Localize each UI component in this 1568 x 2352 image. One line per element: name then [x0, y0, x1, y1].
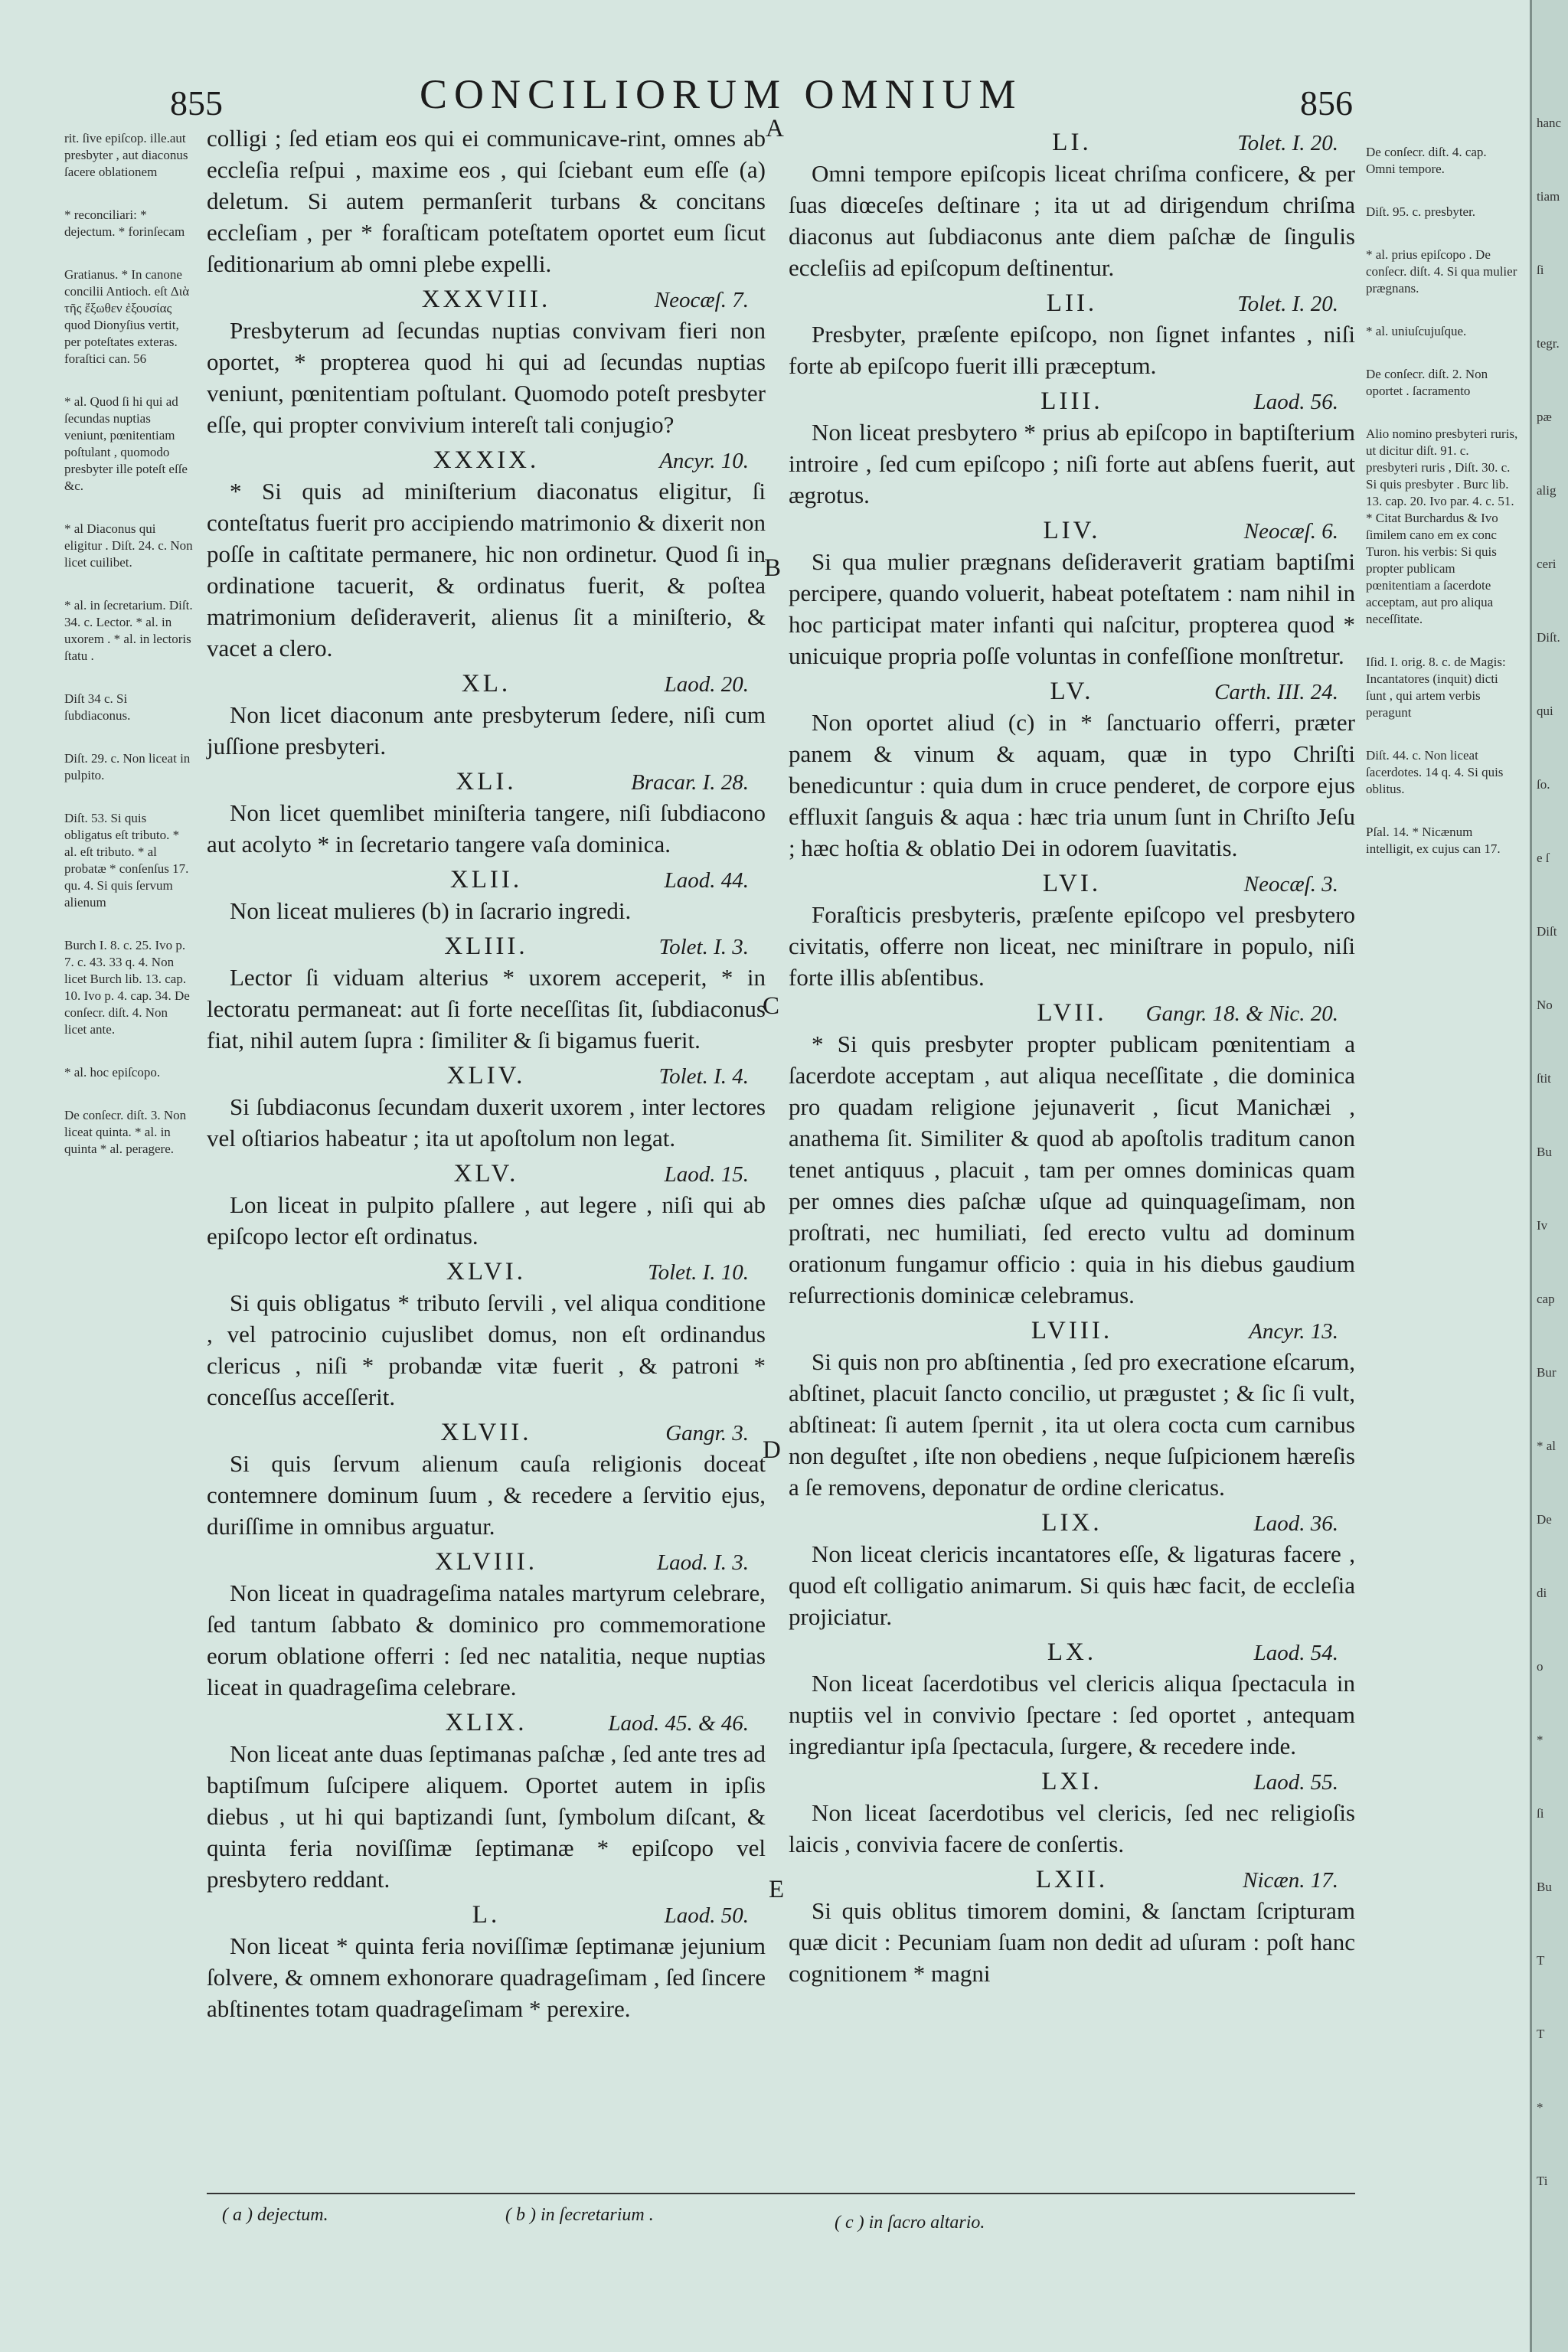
canon-heading	[207, 1158, 766, 1189]
canon-entry	[207, 1060, 766, 1154]
canon-text: Si quis non pro abſtinentia , ſed pro execratione eſcarum, abſtinet, placuit ſancto concilio, ut prægustet ; & ſic ſi vult, abſtineat: ſi autem ſpernit , ita ut olera cocta cum carnibus non deguſtet , iſte non obediens , neque ſuſpicionem hæreſis a ſe removens, deponatur de ordine clericatus.	[789, 1348, 1355, 1501]
canon-entry	[207, 1256, 766, 1413]
canon-text: Non liceat mulieres (b) in ſacrario ingredi.	[230, 897, 632, 924]
margin-note: Diſt. 29. c. Non liceat in pulpito.	[64, 751, 191, 782]
canon-number: XLIV.	[446, 1062, 526, 1089]
edge-text-fragment: alig	[1537, 483, 1557, 498]
canon-entry	[207, 931, 766, 1056]
canon-number: LVII.	[1037, 999, 1107, 1027]
margin-note: Diſt. 53. Si quis obligatus eſt tributo. * al. eſt tributo. * al probatæ * conſenſus 17. qu. 4. Si quis ſervum alienum	[64, 811, 189, 910]
page-number-right: 856	[1300, 83, 1353, 122]
margin-note: Alio nomino presbyteri ruris, ut dicitur diſt. 91. c. presbyteri ruris , Diſt. 30. c. Si quis presbyter . Burc lib. 13. cap. 20. Ivo par. 4. c. 51. * Citat Burchardus & Ivo ſimilem cano em ex conc Turon. his verbis: Si quis propter publicam pœnitentiam a ſacerdote acceptam, aut pro aliqua neceſſitate.	[1366, 426, 1518, 626]
canon-entry	[207, 668, 766, 762]
canon-source: Tolet. I. 10.	[648, 1260, 749, 1285]
canon-text: Non liceat in quadrageſima natales martyrum celebrare, ſed tantum ſabbato & dominico pro commemoratione eorum oblatione offerri : ſed nec natalitia, neque nuptias liceat in quadrageſima celebrare.	[207, 1579, 766, 1700]
canon-heading	[207, 1547, 766, 1577]
canon-text: Non liceat ante duas ſeptimanas paſchæ , ſed ante tres ad baptiſmum ſuſcipere aliquem. Oportet autem in ipſis diebus , ut hi qui baptizandi ſunt, ſymbolum diſcant, & quinta feria noviſſimæ ſeptimanæ * epiſcopo vel presbytero reddant.	[207, 1740, 766, 1893]
canon-heading	[207, 1060, 766, 1091]
canon-source: Tolet. I. 4.	[658, 1064, 749, 1089]
margin-note: * al. in ſecretarium. Diſt. 34. c. Lector. * al. in uxorem . * al. in lectoris ſtatu .	[64, 598, 193, 663]
edge-text-fragment: * al	[1537, 1439, 1557, 1453]
canon-text: * Si quis presbyter propter publicam pœnitentiam a ſacerdote acceptam , aut aliqua neceſſitate , die dominica pro quadam religione jejunaverit , ſicut Manichæi , anathema ſit. Similiter & quod ab apoſtolis traditum canon tenet antiquus , placuit , tam per omnes dominicas quam per omnes dies paſchæ uſque ad quinquageſimam, non proſtrati, nec humiliati, ſed erecto vultu ad dominum orationum fungamur officio : quia in his diebus gaudium reſurrectionis dominicæ celebramus.	[789, 1031, 1355, 1308]
margin-note: Pſal. 14. * Nicænum intelligit, ex cujus can 17.	[1366, 825, 1501, 856]
canon-text: Presbyter, præſente epiſcopo, non ſignet infantes , niſi forte ab epiſcopo fuerit illi præceptum.	[789, 321, 1355, 379]
edge-text-fragment: e ſ	[1537, 851, 1550, 865]
edge-text-fragment: Bu	[1537, 1145, 1552, 1159]
canon-number: LIV.	[1043, 517, 1101, 544]
section-letter-d: D	[763, 1436, 781, 1464]
canon-text: Non liceat * quinta feria noviſſimæ ſeptimanæ jejunium ſolvere, & omnem exhonorare quadrageſimam , ſed ſincere abſtinentes totam quadrageſimam * perexire.	[207, 1932, 766, 2022]
canon-source: Bracar. I. 28.	[631, 770, 749, 795]
canon-heading	[789, 1315, 1355, 1346]
edge-text-fragment: cap	[1537, 1292, 1555, 1306]
edge-text-fragment: ſo.	[1537, 777, 1550, 792]
edge-text-fragment: pæ	[1537, 410, 1552, 424]
edge-text-fragment: Bur	[1537, 1365, 1557, 1380]
canon-entry	[789, 1864, 1355, 1989]
canon-number: XLI.	[456, 768, 517, 795]
canon-text: Si ſubdiaconus ſecundam duxerit uxorem , inter lectores vel oſtiarios habeatur ; ita ut apoſtolum non legat.	[207, 1093, 766, 1152]
canon-number: LI.	[1052, 129, 1092, 156]
margin-note: * reconciliari: * dejectum. * forinſecam	[64, 207, 185, 239]
margin-note: De conſecr. diſt. 4. cap. Omni tempore.	[1366, 145, 1487, 176]
canon-entry	[789, 1637, 1355, 1762]
canon-source: Ancyr. 10.	[659, 449, 749, 473]
edge-text-fragment: ſi	[1537, 1806, 1544, 1821]
canon-number: LIII.	[1040, 387, 1103, 415]
canon-source: Laod. 55.	[1253, 1770, 1338, 1795]
canon-entry	[207, 284, 766, 440]
margin-note: Diſt 34 c. Si ſubdiaconus.	[64, 691, 131, 723]
canon-text: Non licet diaconum ante presbyterum ſedere, niſi cum juſſione presbyteri.	[207, 701, 766, 760]
canon-number: LIX.	[1041, 1509, 1102, 1537]
canon-source: Laod. 56.	[1253, 390, 1338, 414]
canon-number: XL.	[461, 670, 511, 697]
section-letter-a: A	[766, 115, 784, 142]
canon-number: XXXIX.	[433, 446, 540, 474]
canon-text: Si qua mulier prægnans deſideraverit gratiam baptiſmi percipere, quando voluerit, habeat poteſtatem : nam nihil in hoc participat mater infanti qui naſcitur, propterea quod * unicuique propria poſſe voluntas in confeſſione monſtretur.	[789, 548, 1355, 669]
page-header	[0, 63, 1530, 124]
canon-number: L.	[472, 1901, 501, 1929]
canon-number: XLII.	[449, 866, 523, 893]
canon-source: Nicæn. 17.	[1243, 1868, 1338, 1893]
next-page-edge	[1530, 0, 1568, 2352]
canon-heading	[789, 1766, 1355, 1797]
canon-source: Gangr. 3.	[665, 1421, 749, 1446]
edge-text-fragment: ſtit	[1537, 1071, 1551, 1086]
canon-source: Laod. 50.	[664, 1903, 749, 1928]
margin-note: Diſt. 44. c. Non liceat ſacerdotes. 14 q. 4. Si quis oblitus.	[1366, 748, 1504, 796]
canon-source: Laod. 44.	[664, 868, 749, 893]
canon-heading	[207, 864, 766, 895]
margin-note: Diſt. 95. c. presbyter.	[1366, 204, 1476, 219]
canon-source: Neocæſ. 7.	[654, 288, 749, 312]
canon-number: XLIX.	[445, 1709, 528, 1736]
canon-number: XLIII.	[444, 933, 528, 960]
canon-heading	[789, 868, 1355, 899]
canon-source: Gangr. 18. & Nic. 20.	[1145, 1001, 1338, 1026]
canon-source: Tolet. I. 20.	[1237, 292, 1338, 316]
edge-text-fragment: tiam	[1537, 189, 1560, 204]
edge-text-fragment: ſi	[1537, 263, 1544, 277]
canon-source: Neocæſ. 3.	[1243, 872, 1338, 897]
margin-note: * al. Quod ſi hi qui ad ſecundas nuptias veniunt, pœnitentiam poſtulant , quomodo presbyter ille poteſt eſſe &c.	[64, 394, 188, 493]
canon-heading	[789, 1637, 1355, 1668]
canon-entry	[789, 868, 1355, 993]
canon-heading	[207, 1900, 766, 1930]
canon-text: Non liceat clericis incantatores eſſe, & ligaturas facere , quod eſt colligatio animarum. Si quis hæc facit, de eccleſia projiciatur.	[789, 1540, 1355, 1630]
margin-note: * al Diaconus qui eligitur . Diſt. 24. c. Non licet cuilibet.	[64, 521, 193, 570]
canon-text: Non licet quemlibet miniſteria tangere, niſi ſubdiacono aut acolyto * in ſecretario tangere vaſa dominica.	[207, 799, 766, 858]
canon-source: Tolet. I. 3.	[658, 935, 749, 959]
edge-text-fragment: Ti	[1537, 2174, 1548, 2188]
canon-text: * Si quis ad miniſterium diaconatus eligitur, ſi conteſtatus fuerit pro accipiendo matrimonio & dixerit non poſſe in caſtitate permanere, hic non ordinetur. Quod ſi in ordinatione tacuerit, & ordinatus fuerit, & poſtea matrimonium deſideraverit, alienus ſit a miniſterio, & vacet a clero.	[207, 478, 766, 662]
section-letter-e: E	[769, 1876, 785, 1903]
canon-text: Lector ſi viduam alterius * uxorem acceperit, * in lectoratu permaneat: aut ſi forte neceſſitas ſit, ſubdiaconus fiat, nihil autem ſupra : ſimiliter & ſi bigamus fuerit.	[207, 964, 766, 1054]
canon-text: Si quis obligatus * tributo ſervili , vel aliqua conditione , vel patrocinio cujuslibet domus, non eſt ordinandus clericus , niſi * probandæ vitæ fuerit , & patroni * conceſſus acceſſerit.	[207, 1289, 766, 1410]
canon-text: Si quis ſervum alienum cauſa religionis doceat contemnere dominum ſuum , & recedere a ſervitio ejus, duriſſime in omnibus arguatur.	[207, 1450, 766, 1540]
margin-note: Burch I. 8. c. 25. Ivo p. 7. c. 43. 33 q. 4. Non licet Burch lib. 13. cap. 10. Ivo p. 4. cap. 34. De conſecr. diſt. 4. Non licet ante.	[64, 938, 190, 1037]
column-intro-text: colligi ; ſed etiam eos qui ei communicave-rint, omnes ab eccleſia reſpui , maxime eos , qui ſciebant eum eſſe (a) deletum. Si autem permanſerit turbans & concitans eccleſiam , per * foraſticam poteſtatem oportet eum ſicut ſeditionarium ab omni plebe expelli.	[207, 125, 766, 277]
canon-entry	[789, 1766, 1355, 1860]
canon-heading	[207, 284, 766, 315]
canon-entry	[789, 1315, 1355, 1503]
canon-text: Foraſticis presbyteris, præſente epiſcopo vel presbytero civitatis, offerre non liceat, nec miniſtrare in populo, niſi forte illis abſentibus.	[789, 901, 1355, 991]
canon-source: Laod. 45. & 46.	[608, 1711, 749, 1736]
edge-text-fragment: di	[1537, 1586, 1547, 1600]
canon-number: LII.	[1046, 289, 1098, 317]
canon-text: Non liceat ſacerdotibus vel clericis aliqua ſpectacula in nuptiis vel in convivio ſpectare : ſed oportet , antequam ingrediantur ipſa ſpectacula, ſurgere, & recedere inde.	[789, 1670, 1355, 1759]
margin-note: * al. uniuſcujuſque.	[1366, 324, 1467, 338]
canon-heading	[789, 515, 1355, 546]
right-text-column	[789, 122, 1355, 1989]
canon-entry	[207, 445, 766, 664]
canon-source: Laod. 15.	[664, 1162, 749, 1187]
canon-number: XLVIII.	[434, 1548, 537, 1576]
canon-source: Laod. 54.	[1253, 1641, 1338, 1665]
edge-text-fragment: hanc	[1537, 116, 1562, 130]
canon-number: LVIII.	[1031, 1317, 1113, 1344]
canon-heading	[789, 676, 1355, 707]
canon-entry	[207, 864, 766, 926]
canon-source: Laod. I. 3.	[656, 1550, 749, 1575]
canon-entry	[789, 515, 1355, 671]
canon-heading	[207, 1417, 766, 1448]
footnote-rule	[207, 2193, 1355, 2194]
canon-heading	[207, 668, 766, 699]
canon-entry	[789, 676, 1355, 864]
canon-heading	[207, 1707, 766, 1738]
page-number-left: 855	[170, 83, 223, 122]
canon-source: Carth. III. 24.	[1214, 680, 1338, 704]
canon-number: LX.	[1047, 1638, 1097, 1666]
edge-text-fragment: Iv	[1537, 1218, 1548, 1233]
canon-source: Tolet. I. 20.	[1237, 131, 1338, 155]
canon-heading	[789, 127, 1355, 158]
left-text-column	[207, 122, 766, 2024]
canon-entry	[207, 1547, 766, 1703]
edge-text-fragment: qui	[1537, 704, 1553, 718]
canon-entry	[207, 1158, 766, 1252]
canon-entry	[207, 1900, 766, 2024]
canon-number: LXI.	[1041, 1768, 1102, 1795]
canon-entry	[789, 288, 1355, 381]
edge-text-fragment: No	[1537, 998, 1553, 1012]
edge-text-fragment: o	[1537, 1659, 1544, 1674]
canon-entry	[207, 1417, 766, 1542]
edge-text-fragment: Bu	[1537, 1880, 1552, 1894]
canon-number: LV.	[1050, 678, 1094, 705]
margin-note: De conſecr. diſt. 2. Non oportet . ſacramento	[1366, 367, 1488, 398]
margin-note: rit. ſive epiſcop. ille.aut presbyter , aut diaconus ſacere oblationem	[64, 131, 188, 179]
canon-text: Si quis oblitus timorem domini, & ſanctam ſcripturam quæ dicit : Pecuniam ſuam non dedit ad uſuram : poſt hanc cognitionem * magni	[789, 1897, 1355, 1987]
canon-text: Presbyterum ad ſecundas nuptias convivam fieri non oportet, * propterea quod hi qui ad ſecundas nuptias veniunt, pœnitentiam poſtulant. Quomodo poteſt presbyter eſſe, qui propter convivium intereſt tali conjugio?	[207, 317, 766, 438]
canon-heading	[789, 386, 1355, 416]
canon-text: Omni tempore epiſcopis liceat chriſma conficere, & per ſuas diœceſes deſtinare ; ita ut ad dirigendum chriſma diaconus aut ſubdiaconus ante diem paſchæ de ſingulis eccleſiis ad epiſcopum deſtinentur.	[789, 160, 1355, 281]
canon-text: Lon liceat in pulpito pſallere , aut legere , niſi qui ab epiſcopo lector eſt ordinatus.	[207, 1191, 766, 1250]
edge-text-fragment: Diſt.	[1537, 630, 1560, 645]
canon-heading	[207, 931, 766, 962]
edge-text-fragment: *	[1537, 2100, 1544, 2115]
section-letter-c: C	[763, 992, 780, 1020]
canon-entry	[207, 1707, 766, 1895]
right-margin-notes	[1366, 144, 1519, 884]
canon-text: Non liceat presbytero * prius ab epiſcopo in baptiſterium introire , ſed cum epiſcopo ; niſi forte aut abſens fuerit, aut ægrotus.	[789, 419, 1355, 508]
footnote-c: ( c ) in ſacro altario.	[835, 2213, 985, 2233]
canon-number: XLV.	[453, 1160, 519, 1187]
footnote-b: ( b ) in ſecretarium .	[505, 2205, 654, 2225]
canon-heading	[789, 1508, 1355, 1538]
canon-entry	[789, 998, 1355, 1311]
canon-heading	[207, 766, 766, 797]
canon-number: XXXVIII.	[421, 286, 551, 313]
canon-source: Laod. 20.	[664, 672, 749, 697]
canon-source: Ancyr. 13.	[1249, 1319, 1338, 1344]
edge-text-fragment: T	[1537, 2027, 1545, 2041]
canon-heading	[789, 288, 1355, 318]
edge-text-fragment: Diſt	[1537, 924, 1557, 939]
canon-entry	[207, 766, 766, 860]
edge-text-fragment: tegr.	[1537, 336, 1560, 351]
edge-text-fragment: ceri	[1537, 557, 1557, 571]
margin-note: * al. hoc epiſcopo.	[64, 1065, 161, 1080]
edge-text-fragment: T	[1537, 1953, 1545, 1968]
canon-number: XLVII.	[440, 1419, 532, 1446]
margin-note: * al. prius epiſcopo . De conſecr. diſt. 4. Si qua mulier prægnans.	[1366, 247, 1517, 296]
canon-heading	[207, 445, 766, 475]
canon-entry	[789, 1508, 1355, 1632]
footnote-a: ( a ) dejectum.	[222, 2205, 328, 2225]
margin-note: Iſid. I. orig. 8. c. de Magis: Incantatores (inquit) dicti ſunt , qui artem verbis peragunt	[1366, 655, 1506, 720]
canon-heading	[789, 1864, 1355, 1895]
margin-note: De conſecr. diſt. 3. Non liceat quinta. * al. in quinta * al. peragere.	[64, 1108, 187, 1156]
margin-note: Gratianus. * In canone concilii Antioch. eſt Διὰ τῆς ἔξωθεν ἐξουσίας quod Dionyſius vertit, per poteſtates exteras. foraſtici can. 56	[64, 267, 190, 366]
running-title: CONCILIORUM OMNIUM	[420, 71, 1023, 117]
canon-entry	[789, 127, 1355, 283]
canon-heading	[789, 998, 1355, 1028]
canon-source: Neocæſ. 6.	[1243, 519, 1338, 544]
canon-entry	[789, 386, 1355, 511]
canon-text: Non liceat ſacerdotibus vel clericis, ſed nec religioſis laicis , convivia facere de conſertis.	[789, 1799, 1355, 1857]
canon-text: Non oportet aliud (c) in * ſanctuario offerri, præter panem & vinum & aquam, quæ in typo Chriſti benedicuntur : quia dum in cruce penderet, de corpore ejus effluxit ſanguis & aqua : hæc tria unum ſunt in Chriſto Jeſu ; hæc hoſtia & oblatio Dei in odorem ſuavitatis.	[789, 709, 1355, 861]
canon-number: XLVI.	[446, 1258, 527, 1285]
section-letter-b: B	[764, 554, 782, 582]
canon-number: LXII.	[1035, 1866, 1109, 1893]
edge-text-fragment: De	[1537, 1512, 1552, 1527]
canon-number: LVI.	[1042, 870, 1102, 897]
canon-heading	[207, 1256, 766, 1287]
canon-source: Laod. 36.	[1253, 1511, 1338, 1536]
left-margin-notes	[64, 130, 193, 1184]
edge-text-fragment: *	[1537, 1733, 1544, 1747]
